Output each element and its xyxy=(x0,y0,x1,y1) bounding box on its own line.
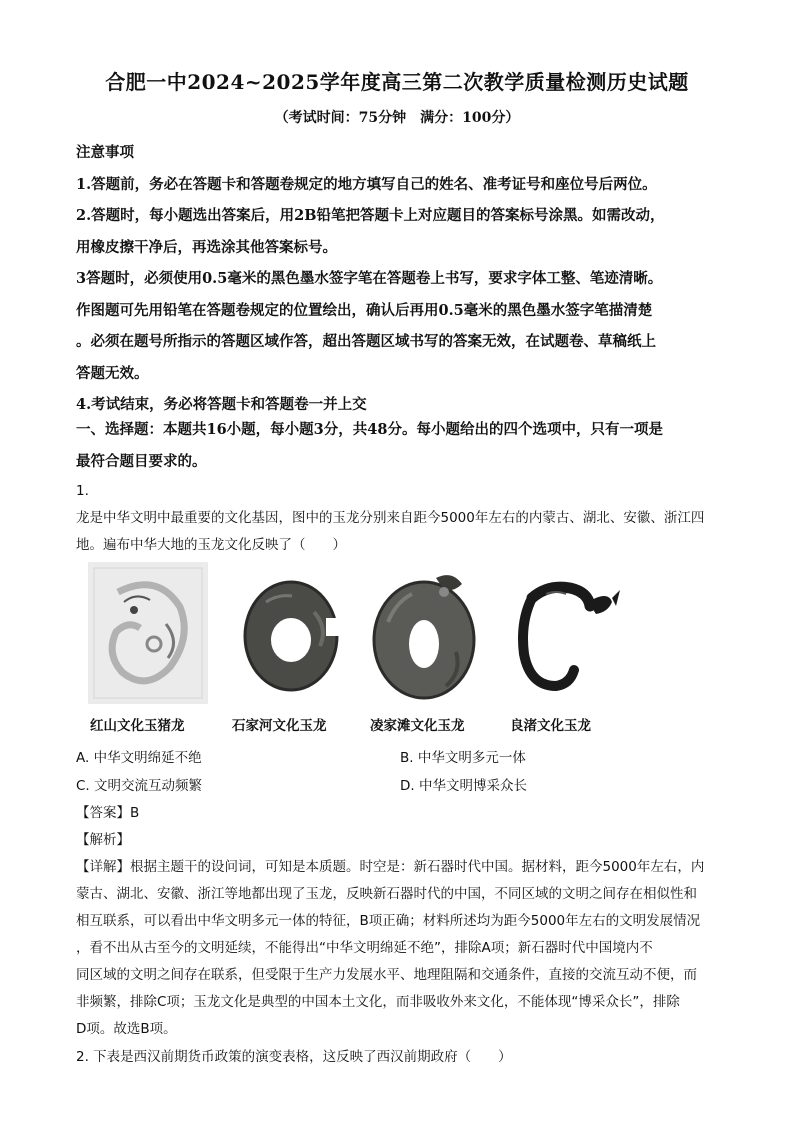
figure-caption: 石家河文化玉龙 xyxy=(232,718,327,734)
figure-caption: 红山文化玉猪龙 xyxy=(90,718,185,734)
option-a[interactable]: A. 中华文明绵延不绝 xyxy=(76,750,202,766)
figure-caption: 良渚文化玉龙 xyxy=(510,718,591,734)
notes-line: 2.答题时，每小题选出答案后，用2B铅笔把答题卡上对应题目的答案标号涂黑。如需改动， xyxy=(76,207,665,224)
section-line: 最符合题目要求的。 xyxy=(76,452,207,470)
shijiahe-jade-image xyxy=(236,562,346,704)
section-line: 一、选择题：本题共16小题，每小题3分，共48分。每小题给出的四个选项中，只有一项是 xyxy=(76,421,663,438)
notes-line: 3答题时，必须使用0.5毫米的黑色墨水签字笔在答题卷上书写，要求字体工整、笔迹清晰。 xyxy=(76,270,663,287)
answer-line: 【答案】B xyxy=(76,805,140,821)
notes-line: 作图题可先用铅笔在答题卷规定的位置绘出，确认后再用0.5毫米的黑色墨水签字笔描清楚 xyxy=(76,301,653,319)
jade-dragon-figures xyxy=(76,562,696,742)
option-c[interactable]: C. 文明交流互动频繁 xyxy=(76,778,203,794)
figure-caption: 凌家滩文化玉龙 xyxy=(370,718,465,734)
question-1-solution xyxy=(76,800,726,1043)
section-heading xyxy=(76,414,726,477)
question-1 xyxy=(76,478,726,559)
notes-line: 用橡皮擦干净后，再选涂其他答案标号。 xyxy=(76,238,337,256)
notes-line: 答题无效。 xyxy=(76,364,149,382)
question-number: 1. xyxy=(76,483,89,499)
detail-line: 相互联系，可以看出中华文明多元一体的特征，B项正确；材料所述均为距今5000年左右的文明发展情况 xyxy=(76,913,701,929)
question-stem: 地。遍布中华大地的玉龙文化反映了（ ） xyxy=(76,537,346,553)
lingjiatan-jade-image xyxy=(366,562,486,704)
detail-line: 蒙古、湖北、安徽、浙江等地都出现了玉龙，反映新石器时代的中国，不同区域的文明之间存在相似性和 xyxy=(76,886,697,902)
notes-line: 1.答题前，务必在答题卡和答题卷规定的地方填写自己的姓名、准考证号和座位号后两位。 xyxy=(76,175,657,193)
notes-line: 4.考试结束，务必将答题卡和答题卷一并上交 xyxy=(76,396,367,413)
detail-line: 非频繁，排除C项；玉龙文化是典型的中国本土文化，而非吸收外来文化，不能体现“博采众长”，排除 xyxy=(76,994,680,1010)
hongshan-jade-image xyxy=(88,562,208,704)
option-b[interactable]: B. 中华文明多元一体 xyxy=(400,750,526,766)
detail-line: ，看不出从古至今的文明延续，不能得出“中华文明绵延不绝”，排除A项；新石器时代中国境内不 xyxy=(76,940,653,956)
liangzhu-jade-image xyxy=(512,562,622,704)
notes-line: 。必须在题号所指示的答题区域作答，超出答题区域书写的答案无效，在试题卷、草稿纸上 xyxy=(76,333,656,350)
analysis-label: 【解析】 xyxy=(76,832,130,848)
exam-subtitle: （考试时间：75分钟 满分：100分） xyxy=(274,110,520,126)
notes-heading: 注意事项 xyxy=(76,144,134,161)
exam-title: 合肥一中2024~2025学年度高三第二次教学质量检测历史试题 xyxy=(105,70,689,94)
question-stem: 龙是中华文明中最重要的文化基因，图中的玉龙分别来自距今5000年左右的内蒙古、湖北、安徽、浙江四 xyxy=(76,510,705,526)
detail-line: 同区域的文明之间存在联系，但受限于生产力发展水平、地理阻隔和交通条件，直接的交流互动不便，而 xyxy=(76,967,697,983)
notes-section xyxy=(76,137,726,421)
detail-line: 【详解】根据主题干的设问词，可知是本质题。时空是：新石器时代中国。据材料，距今5000年左右，内 xyxy=(76,859,705,875)
question-2-stem: 2. 下表是西汉前期货币政策的演变表格，这反映了西汉前期政府（ ） xyxy=(76,1049,512,1065)
option-d[interactable]: D. 中华文明博采众长 xyxy=(400,778,527,794)
detail-line: D项。故选B项。 xyxy=(76,1021,177,1037)
